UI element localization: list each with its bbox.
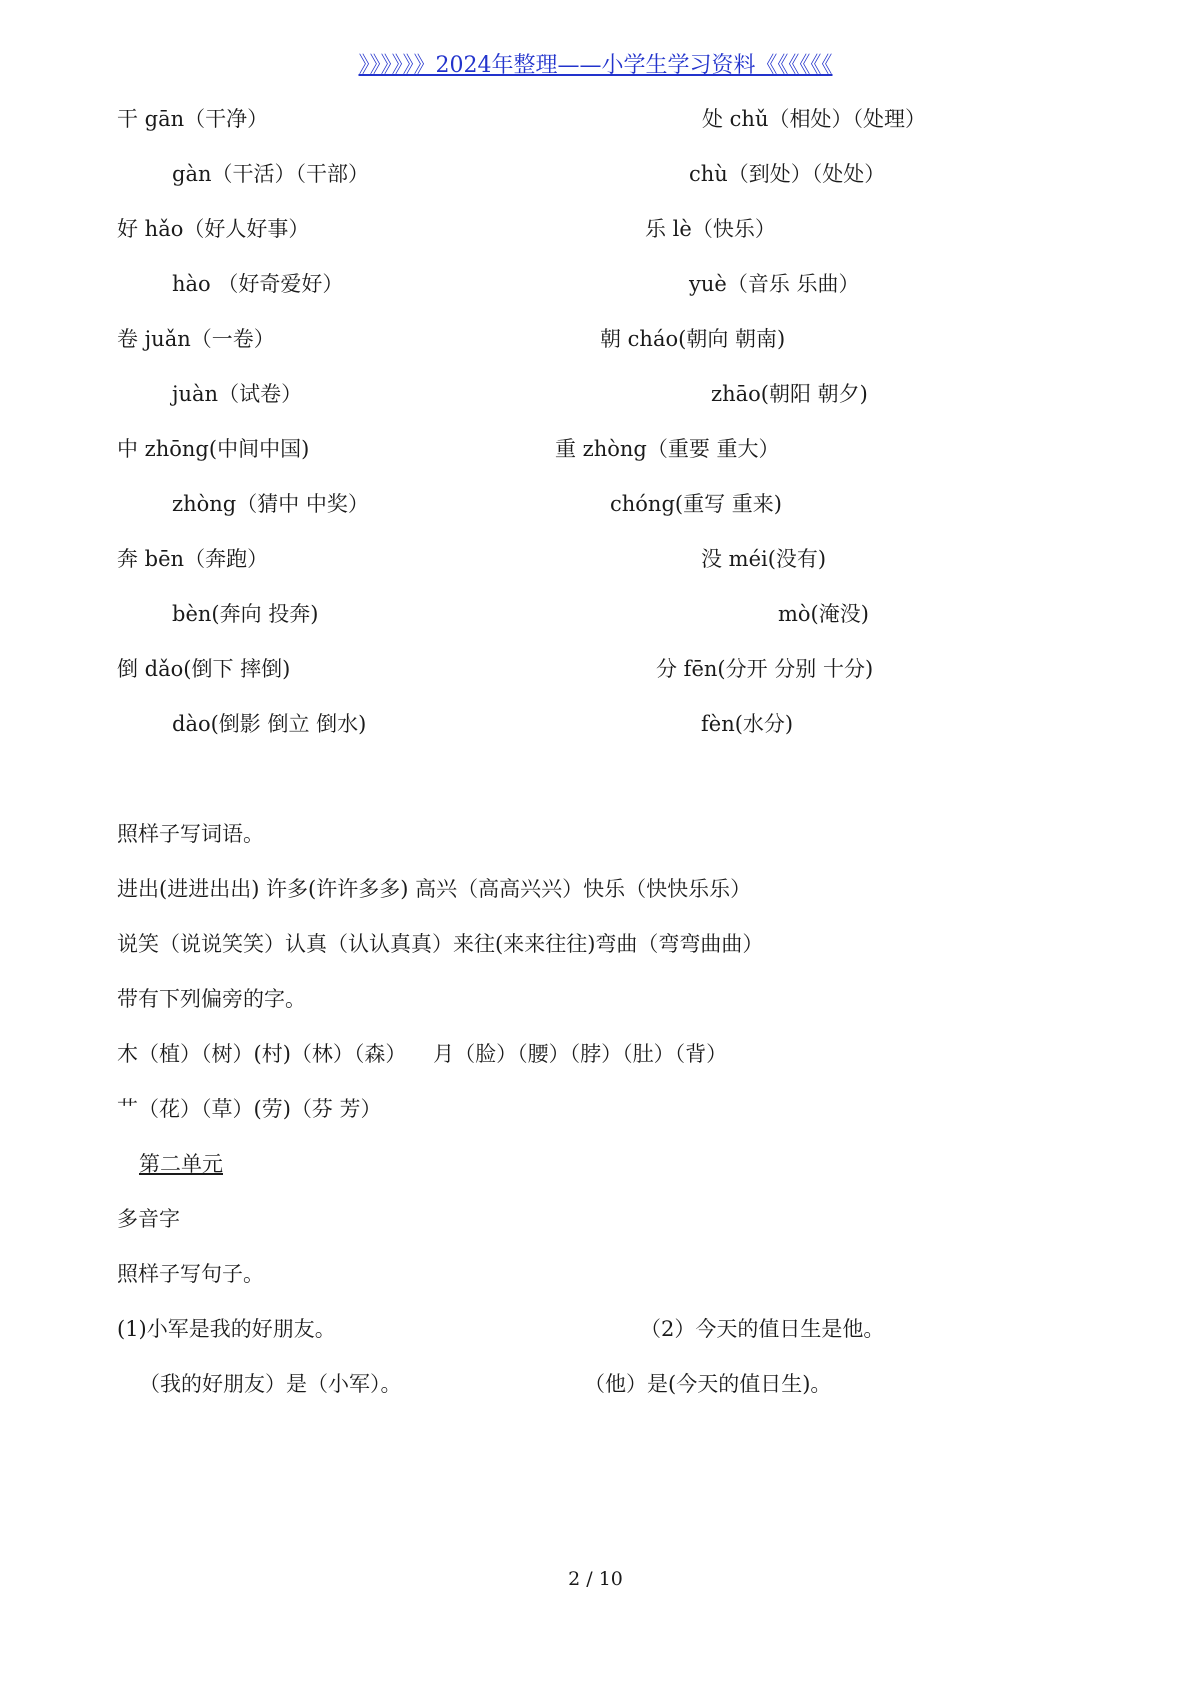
sentence-example: (1)小军是我的好朋友。 [117, 1317, 336, 1341]
pinyin-right-main: 乐 lè（快乐） [645, 217, 776, 241]
sentence-answer: （他）是(今天的值日生)。 [584, 1372, 832, 1396]
radicals-heading: 带有下列偏旁的字。 [117, 987, 306, 1011]
section-heading: 照样子写词语。 [117, 822, 264, 846]
pinyin-right-sub: chóng(重写 重来) [610, 492, 782, 516]
pinyin-right-sub: fèn(水分) [701, 712, 794, 736]
pinyin-right-sub: zhāo(朝阳 朝夕) [711, 382, 868, 406]
page-header: 》》》》》》2024年整理——小学生学习资料《《《《《《 [358, 53, 833, 78]
pinyin-left-main: 好 hǎo（好人好事） [117, 217, 310, 241]
page-number: 2 / 10 [568, 1568, 623, 1590]
pinyin-right-sub: mò(淹没) [778, 602, 869, 626]
pinyin-left-sub: gàn（干活）（干部） [172, 162, 369, 186]
pinyin-left-sub: dào(倒影 倒立 倒水) [172, 712, 367, 736]
pinyin-left-main: 奔 bēn（奔跑） [117, 547, 269, 571]
pinyin-right-main: 处 chǔ（相处）（处理） [702, 107, 926, 131]
sentence-answer: （我的好朋友）是（小军）。 [139, 1372, 402, 1396]
pinyin-left-main: 卷 juǎn（一卷） [117, 327, 275, 351]
pinyin-left-main: 中 zhōng(中间中国) [117, 437, 310, 461]
pinyin-left-sub: juàn（试卷） [172, 382, 303, 406]
word-pattern-line: 说笑（说说笑笑）认真（认认真真）来往(来来往往)弯曲（弯弯曲曲） [117, 932, 764, 956]
pinyin-right-sub: yuè（音乐 乐曲） [689, 272, 860, 296]
sentence-example: （2）今天的值日生是他。 [640, 1317, 885, 1341]
pinyin-right-sub: chù（到处）（处处） [689, 162, 886, 186]
pinyin-left-sub: hào （好奇爱好） [172, 272, 344, 296]
pinyin-right-main: 没 méi(没有) [701, 547, 827, 571]
pinyin-left-main: 倒 dǎo(倒下 摔倒) [117, 657, 291, 681]
pinyin-right-main: 朝 cháo(朝向 朝南) [600, 327, 786, 351]
sentence-heading: 照样子写句子。 [117, 1262, 264, 1286]
polyphone-label: 多音字 [117, 1207, 180, 1231]
pinyin-right-main: 分 fēn(分开 分别 十分) [656, 657, 874, 681]
radicals-line: 艹（花）（草）(劳)（芬 芳） [117, 1097, 382, 1121]
radicals-line: 木（植）（树）(村)（林）（森） 月（脸）（腰）（脖）（肚）（背） [117, 1042, 728, 1066]
pinyin-right-main: 重 zhòng（重要 重大） [555, 437, 780, 461]
unit-title: 第二单元 [139, 1152, 223, 1176]
word-pattern-line: 进出(进进出出) 许多(许许多多) 高兴（高高兴兴）快乐（快快乐乐） [117, 877, 752, 901]
pinyin-left-main: 干 gān（干净） [117, 107, 269, 131]
pinyin-left-sub: zhòng（猜中 中奖） [172, 492, 369, 516]
pinyin-left-sub: bèn(奔向 投奔) [172, 602, 319, 626]
